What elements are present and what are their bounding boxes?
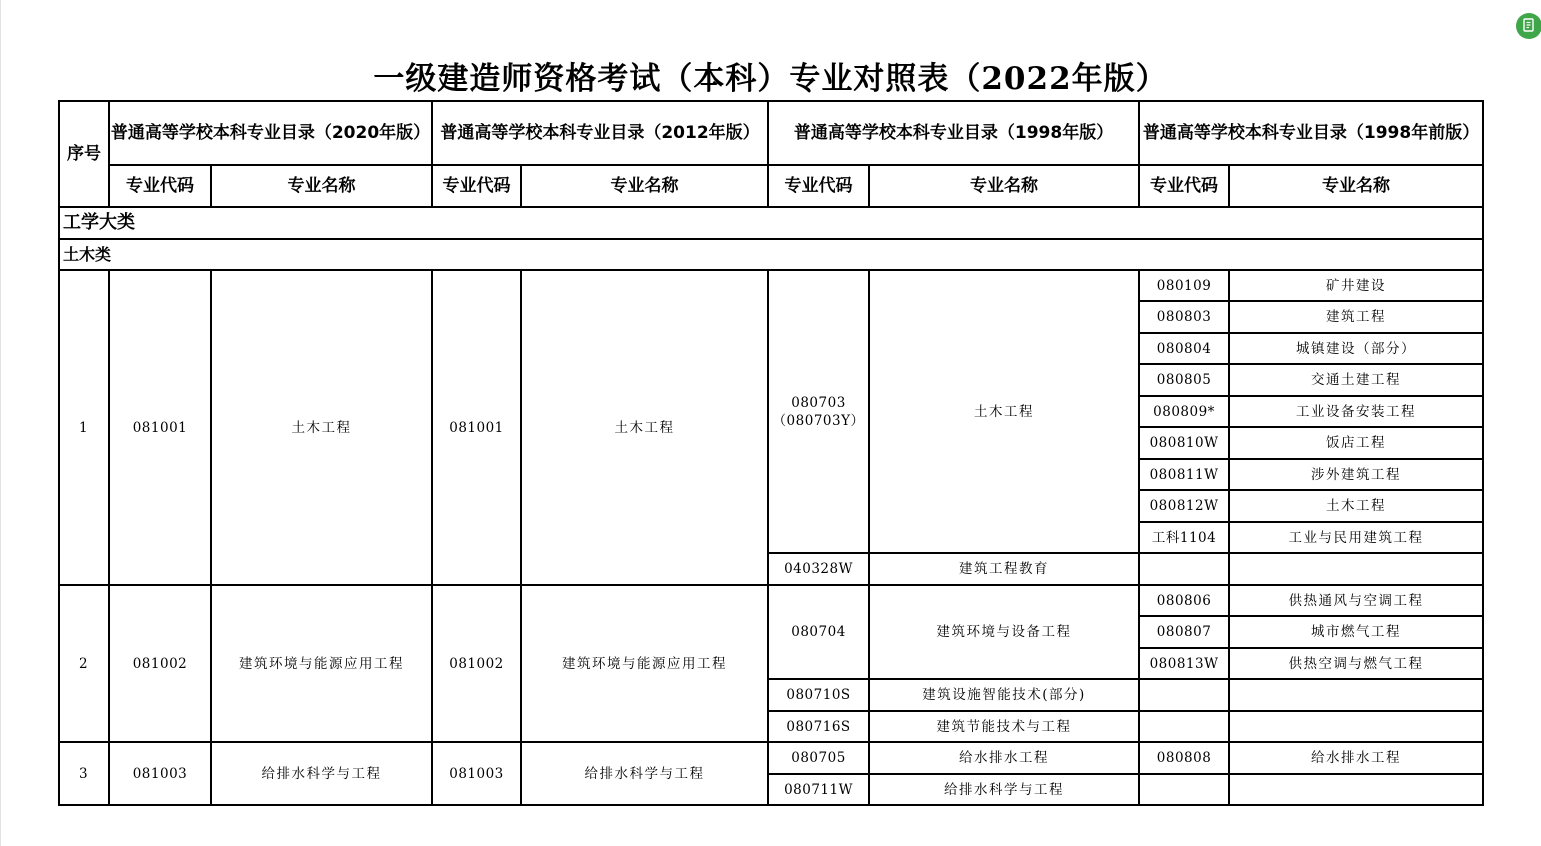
row-seq: 2 [59,585,109,742]
empty-cell [1139,553,1229,585]
name-1998: 给排水科学与工程 [869,774,1139,805]
header-catalog-pre-1998: 普通高等学校本科专业目录（1998年前版） [1139,101,1483,165]
header-catalog-2012: 普通高等学校本科专业目录（2012年版） [432,101,768,165]
code-2020: 081002 [109,585,211,742]
name-2012: 给排水科学与工程 [521,742,768,805]
name-pre-1998: 工业设备安装工程 [1229,396,1483,427]
page-edge [0,0,1,846]
name-2012: 建筑环境与能源应用工程 [521,585,768,742]
name-pre-1998: 饭店工程 [1229,427,1483,459]
header-code-2012: 专业代码 [432,165,521,207]
empty-cell [1229,679,1483,711]
name-pre-1998: 给水排水工程 [1229,742,1483,774]
header-code-1998: 专业代码 [768,165,869,207]
empty-cell [1229,774,1483,805]
name-pre-1998: 涉外建筑工程 [1229,459,1483,490]
name-2020: 土木工程 [211,270,432,585]
code-pre-1998: 080806 [1139,585,1229,616]
code-2012: 081003 [432,742,521,805]
subcategory-row [59,239,1483,270]
code-pre-1998: 080805 [1139,364,1229,396]
document-title: 一级建造师资格考试（本科）专业对照表（2022年版） [373,61,1168,97]
major-comparison-table [58,100,1484,806]
row-seq: 1 [59,270,109,585]
name-1998: 给水排水工程 [869,742,1139,774]
code-2012: 081001 [432,270,521,585]
category-label: 工学大类 [59,207,1483,239]
header-seq: 序号 [59,101,109,207]
code-pre-1998: 080803 [1139,301,1229,333]
header-catalog-1998: 普通高等学校本科专业目录（1998年版） [768,101,1139,165]
header-code-pre-1998: 专业代码 [1139,165,1229,207]
name-pre-1998: 供热空调与燃气工程 [1229,648,1483,679]
table-row [59,742,1483,774]
code-pre-1998: 工科1104 [1139,522,1229,553]
empty-cell [1229,711,1483,742]
name-pre-1998: 矿井建设 [1229,270,1483,301]
header-row-2 [59,165,1483,207]
empty-cell [1139,711,1229,742]
code-1998: 080704 [768,585,869,679]
empty-cell [1139,774,1229,805]
name-pre-1998: 城市燃气工程 [1229,616,1483,648]
code-pre-1998: 080812W [1139,490,1229,522]
code-2012: 081002 [432,585,521,742]
code-1998: 080716S [768,711,869,742]
code-pre-1998: 080809* [1139,396,1229,427]
code-1998: 080711W [768,774,869,805]
code-pre-1998: 080808 [1139,742,1229,774]
table-row [59,585,1483,616]
code-1998: 080710S [768,679,869,711]
code-pre-1998: 080807 [1139,616,1229,648]
name-pre-1998: 土木工程 [1229,490,1483,522]
name-pre-1998: 建筑工程 [1229,301,1483,333]
code-1998: 040328W [768,553,869,585]
name-1998: 土木工程 [869,270,1139,553]
floating-tool-button[interactable] [1516,13,1541,39]
code-pre-1998: 080813W [1139,648,1229,679]
code-pre-1998: 080811W [1139,459,1229,490]
name-1998: 建筑节能技术与工程 [869,711,1139,742]
table-row [59,270,1483,301]
subcategory-label: 土木类 [59,239,1483,270]
code-pre-1998: 080810W [1139,427,1229,459]
header-name-1998: 专业名称 [869,165,1139,207]
code-pre-1998: 080109 [1139,270,1229,301]
name-pre-1998: 工业与民用建筑工程 [1229,522,1483,553]
category-row [59,207,1483,239]
code-2020: 081001 [109,270,211,585]
header-row-1 [59,101,1483,165]
row-seq: 3 [59,742,109,805]
code-1998: 080703 （080703Y） [768,270,869,553]
header-name-pre-1998: 专业名称 [1229,165,1483,207]
name-2012: 土木工程 [521,270,768,585]
header-code-2020: 专业代码 [109,165,211,207]
header-catalog-2020: 普通高等学校本科专业目录（2020年版） [109,101,432,165]
code-2020: 081003 [109,742,211,805]
document-icon [1522,17,1536,36]
name-pre-1998: 交通土建工程 [1229,364,1483,396]
name-1998: 建筑设施智能技术(部分) [869,679,1139,711]
header-name-2020: 专业名称 [211,165,432,207]
name-1998: 建筑工程教育 [869,553,1139,585]
name-pre-1998: 供热通风与空调工程 [1229,585,1483,616]
name-1998: 建筑环境与设备工程 [869,585,1139,679]
name-pre-1998: 城镇建设（部分） [1229,333,1483,364]
empty-cell [1139,679,1229,711]
name-2020: 建筑环境与能源应用工程 [211,585,432,742]
code-1998: 080705 [768,742,869,774]
name-2020: 给排水科学与工程 [211,742,432,805]
header-name-2012: 专业名称 [521,165,768,207]
code-pre-1998: 080804 [1139,333,1229,364]
empty-cell [1229,553,1483,585]
